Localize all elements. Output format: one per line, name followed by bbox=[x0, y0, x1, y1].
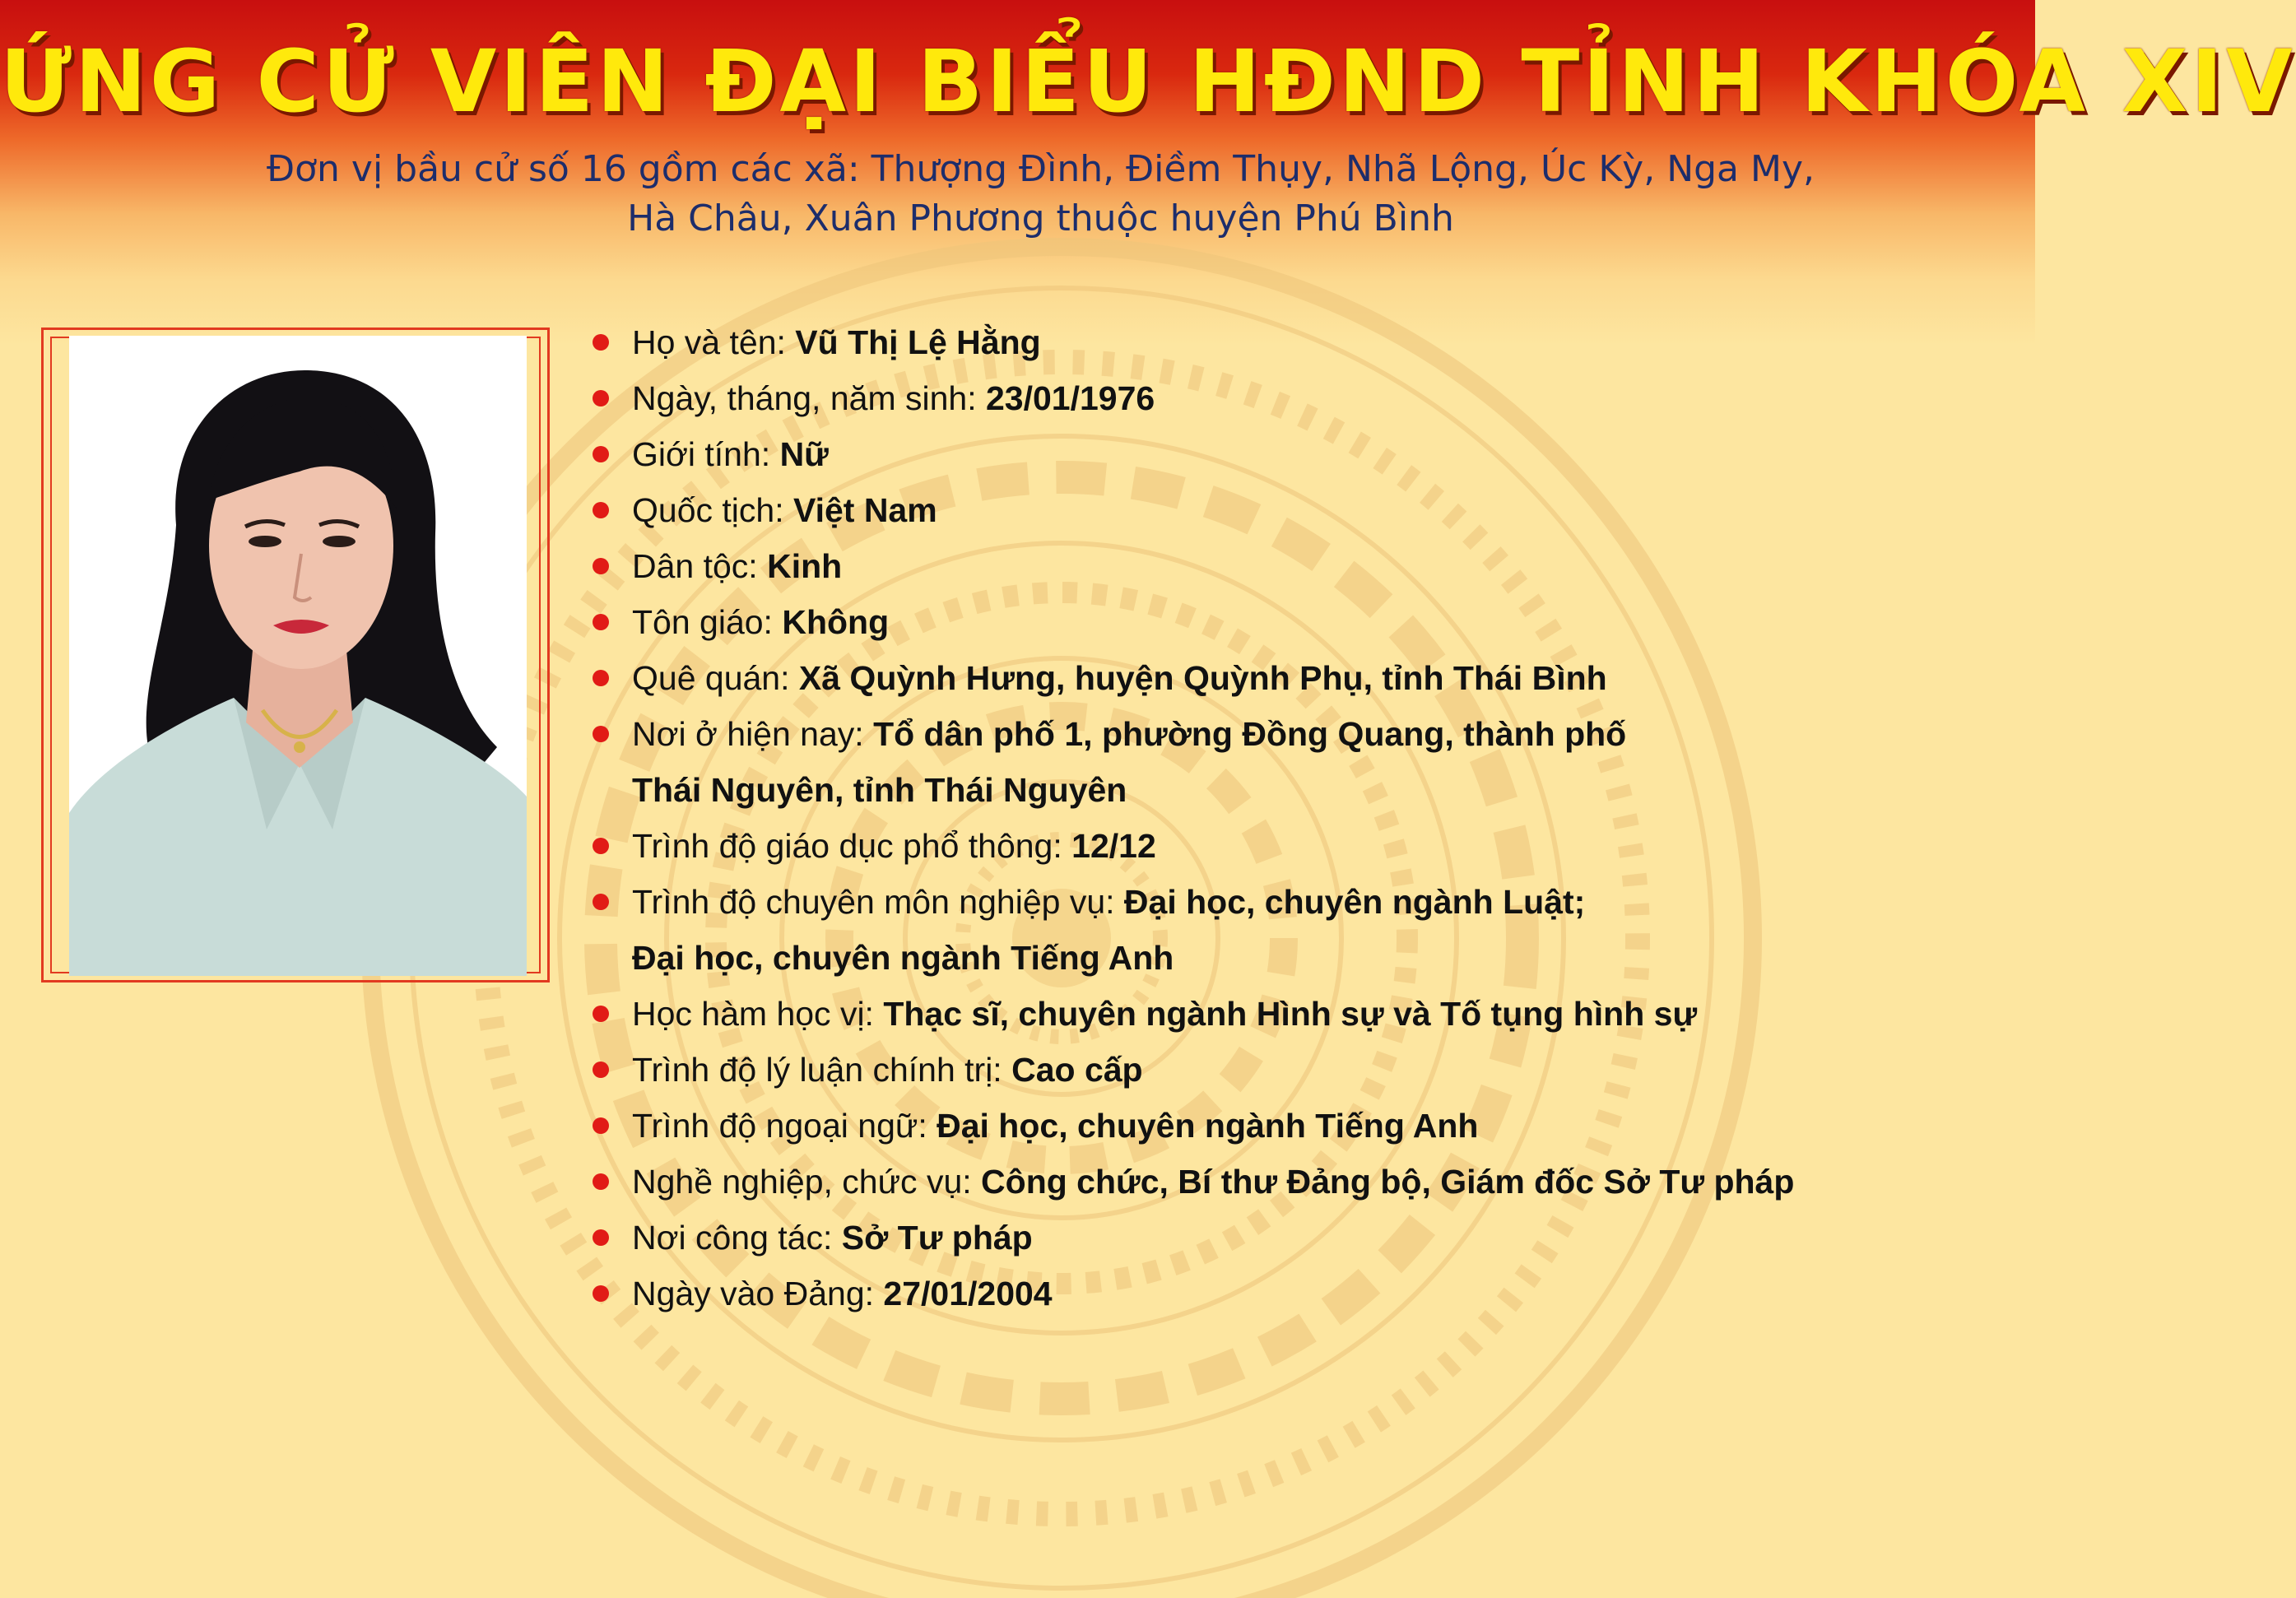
info-row-ethnicity bbox=[632, 538, 842, 594]
bullet-dot-icon bbox=[593, 1061, 609, 1078]
bullet-dot-icon bbox=[593, 726, 609, 742]
info-label: Trình độ ngoại ngữ: bbox=[632, 1107, 937, 1145]
info-row-current-residence-cont bbox=[632, 762, 1127, 818]
info-label: Tôn giáo: bbox=[632, 603, 783, 641]
candidate-photo bbox=[69, 336, 527, 976]
info-label: Nghề nghiệp, chức vụ: bbox=[632, 1163, 982, 1201]
bullet-dot-icon bbox=[593, 502, 609, 518]
info-value: Đại học, chuyên ngành Tiếng Anh bbox=[937, 1107, 1479, 1145]
electoral-unit-line-2: Hà Châu, Xuân Phương thuộc huyện Phú Bình bbox=[627, 197, 1454, 239]
info-label: Quê quán: bbox=[632, 659, 799, 697]
info-value: Xã Quỳnh Hưng, huyện Quỳnh Phụ, tỉnh Thái Bình bbox=[798, 659, 1607, 697]
info-row-party-join-date bbox=[632, 1266, 1053, 1322]
info-row-hometown bbox=[632, 650, 1607, 706]
info-label: Ngày, tháng, năm sinh: bbox=[632, 379, 986, 417]
info-row-professional-qualification bbox=[632, 874, 1585, 930]
info-row-workplace bbox=[632, 1210, 1033, 1266]
electoral-unit-line-1: Đơn vị bầu cử số 16 gồm các xã: Thượng Đình, Điềm Thụy, Nhã Lộng, Úc Kỳ, Nga My, bbox=[267, 148, 1815, 190]
info-label: Học hàm học vị: bbox=[632, 995, 884, 1033]
info-value: Thái Nguyên, tỉnh Thái Nguyên bbox=[632, 771, 1127, 809]
bullet-dot-icon bbox=[593, 614, 609, 630]
bullet-dot-icon bbox=[593, 1006, 609, 1022]
info-label: Dân tộc: bbox=[632, 547, 768, 585]
info-value: Không bbox=[782, 603, 890, 641]
bullet-dot-icon bbox=[593, 838, 609, 854]
bullet-dot-icon bbox=[593, 894, 609, 910]
bullet-dot-icon bbox=[593, 334, 609, 351]
info-value: 12/12 bbox=[1071, 827, 1156, 865]
info-row-professional-qualification-cont bbox=[632, 930, 1174, 986]
info-label: Trình độ chuyên môn nghiệp vụ: bbox=[632, 883, 1124, 921]
info-row-foreign-language bbox=[632, 1098, 1478, 1154]
info-value: Cao cấp bbox=[1011, 1051, 1143, 1089]
info-label: Giới tính: bbox=[632, 435, 780, 473]
info-value: Đại học, chuyên ngành Luật; bbox=[1123, 883, 1586, 921]
info-value: Đại học, chuyên ngành Tiếng Anh bbox=[632, 939, 1174, 977]
info-value: Nữ bbox=[779, 435, 829, 473]
bullet-dot-icon bbox=[593, 558, 609, 574]
info-label: Quốc tịch: bbox=[632, 491, 793, 529]
info-label: Trình độ lý luận chính trị: bbox=[632, 1051, 1012, 1089]
info-label: Nơi ở hiện nay: bbox=[632, 715, 874, 753]
info-row-religion bbox=[632, 594, 889, 650]
info-value: Kinh bbox=[767, 547, 843, 585]
info-value: Thạc sĩ, chuyên ngành Hình sự và Tố tụng hình sự bbox=[883, 995, 1698, 1033]
info-label: Nơi công tác: bbox=[632, 1219, 842, 1257]
info-row-current-residence bbox=[632, 706, 1626, 762]
bullet-dot-icon bbox=[593, 446, 609, 462]
info-value: Vũ Thị Lệ Hằng bbox=[795, 323, 1041, 361]
info-value: Sở Tư pháp bbox=[841, 1219, 1033, 1257]
page-title: ỨNG CỬ VIÊN ĐẠI BIỂU HĐND TỈNH KHÓA XIV bbox=[0, 31, 2296, 132]
bullet-dot-icon bbox=[593, 1229, 609, 1246]
info-value: 27/01/2004 bbox=[883, 1275, 1053, 1312]
info-row-gender bbox=[632, 426, 829, 482]
bullet-dot-icon bbox=[593, 1173, 609, 1190]
info-value: Việt Nam bbox=[792, 491, 937, 529]
info-value: 23/01/1976 bbox=[985, 379, 1155, 417]
info-label: Trình độ giáo dục phổ thông: bbox=[632, 827, 1072, 865]
info-row-general-education bbox=[632, 818, 1156, 874]
info-value: Tổ dân phố 1, phường Đồng Quang, thành phố bbox=[873, 715, 1627, 753]
bullet-dot-icon bbox=[593, 1117, 609, 1134]
bullet-dot-icon bbox=[593, 1285, 609, 1302]
info-value: Công chức, Bí thư Đảng bộ, Giám đốc Sở Tư pháp bbox=[981, 1163, 1795, 1201]
info-label: Ngày vào Đảng: bbox=[632, 1275, 884, 1312]
info-row-nationality bbox=[632, 482, 937, 538]
bullet-dot-icon bbox=[593, 670, 609, 686]
info-row-date-of-birth bbox=[632, 370, 1155, 426]
info-label: Họ và tên: bbox=[632, 323, 796, 361]
info-row-full-name bbox=[632, 314, 1041, 370]
info-row-political-theory bbox=[632, 1042, 1143, 1098]
bullet-dot-icon bbox=[593, 390, 609, 406]
info-row-occupation-position bbox=[632, 1154, 1794, 1210]
info-row-academic-degree bbox=[632, 986, 1697, 1042]
